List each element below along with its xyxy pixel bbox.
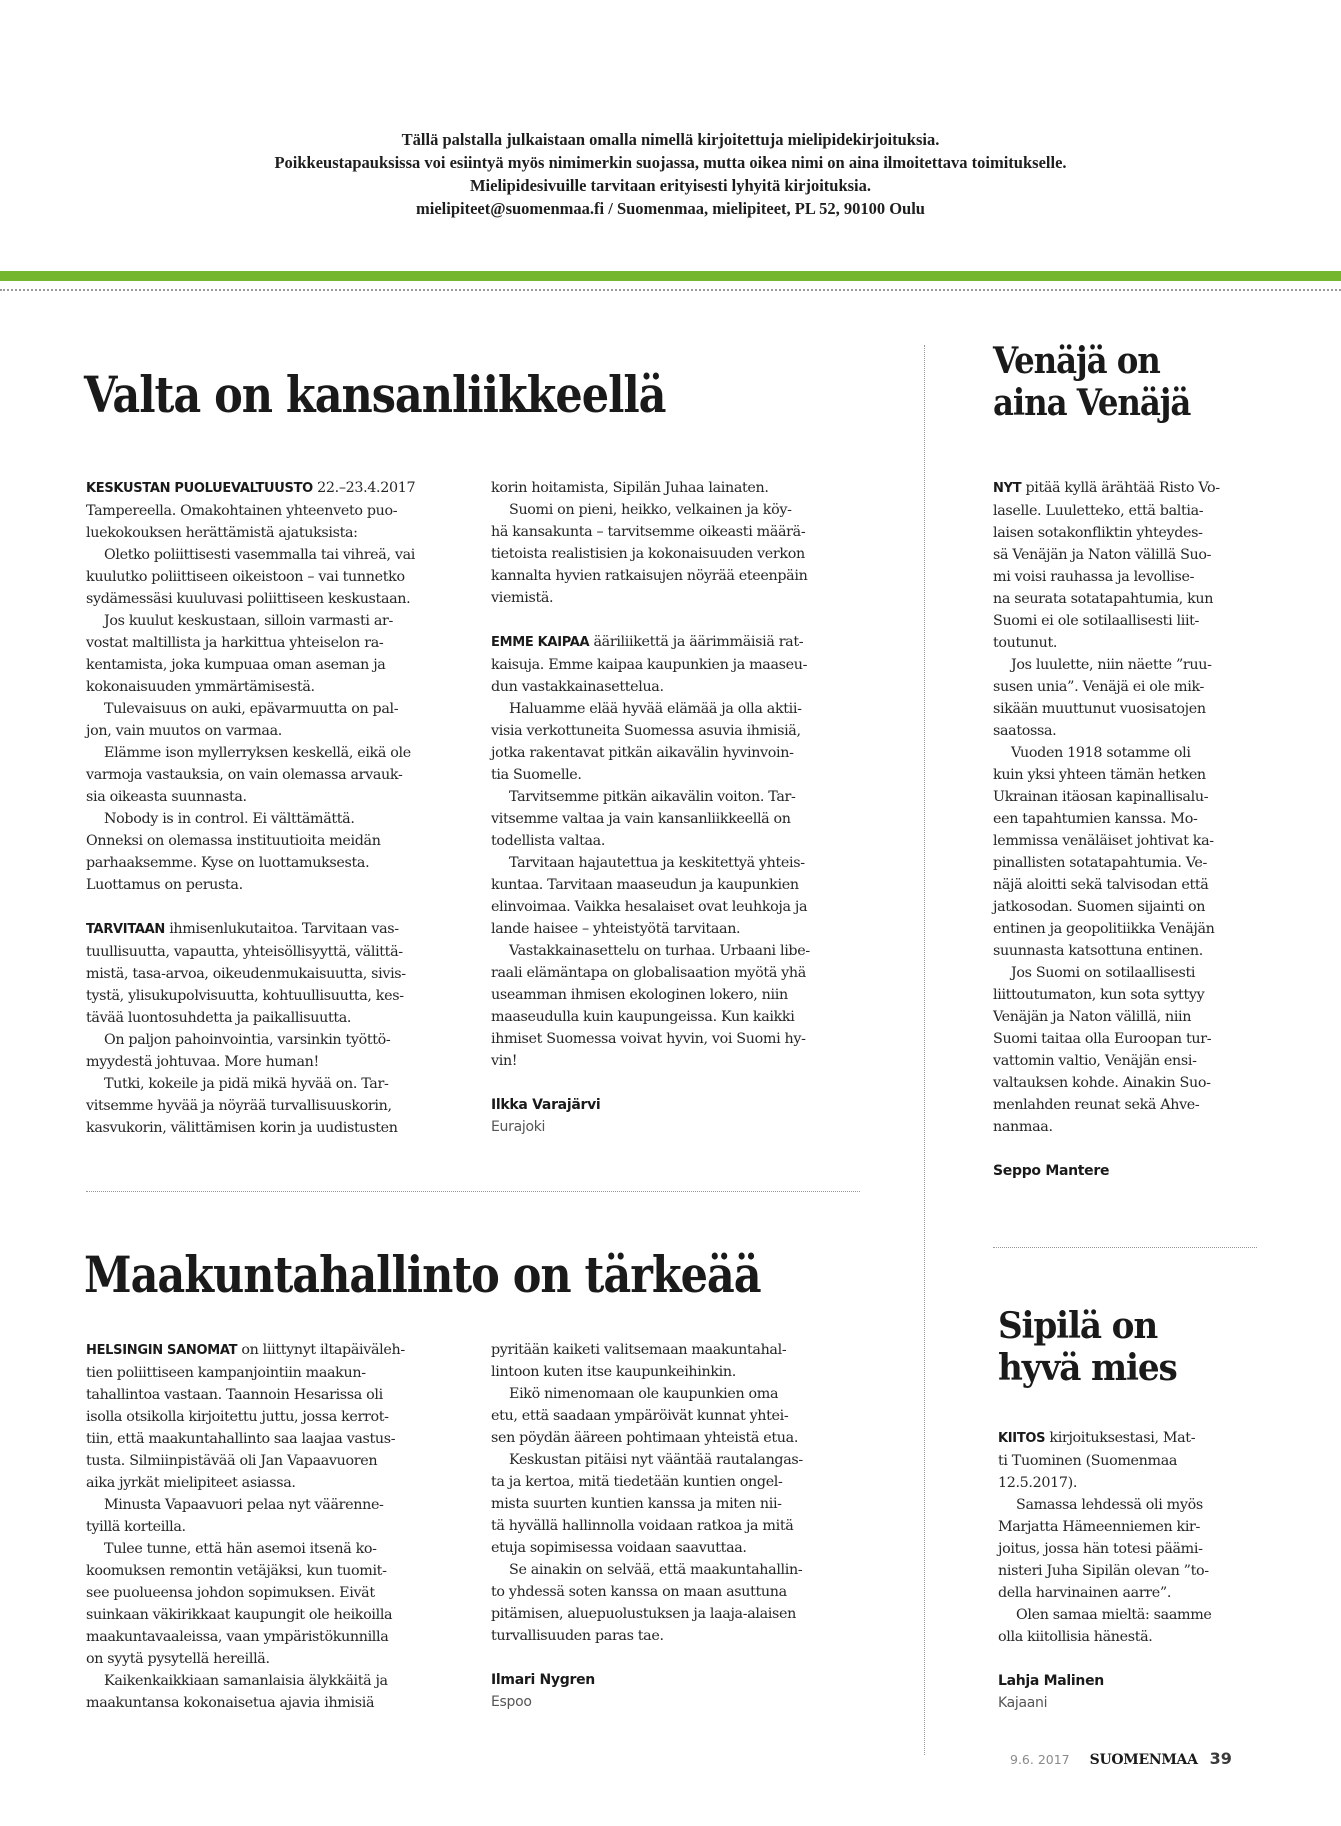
text-line: menlahden reunat sekä Ahve- [993,1097,1200,1113]
text-line: maaseudulla kuin kaupungeissa. Kun kaikki [491,1009,795,1025]
text-line: 22.–23.4.2017 [312,480,416,496]
text-line: korin hoitamista, Sipilän Juhaa lainaten. [491,480,769,496]
article-column [86,477,415,1139]
article-column [86,1339,405,1714]
text-line: etu, että saadaan ympäröivät kunnat yhtei- [491,1408,789,1424]
text-line: luekokouksen herättämistä ajatuksista: [86,525,358,541]
text-line: useamman ihmisen ekologinen lokero, niin [491,987,788,1003]
text-line: varmoja vastauksia, on vain olemassa arvauk- [86,767,403,783]
text-line: Jos luulette, niin näette ”ruu- [1011,657,1212,673]
page-number: 39 [1209,1749,1232,1768]
text-line: myydestä johtuvaa. More human! [86,1054,319,1070]
text-line: Vastakkainasettelu on turhaa. Urbaani libe- [509,943,810,959]
dotted-divider [993,1247,1257,1248]
sidebar-article-column [998,1427,1212,1714]
article-lead-caps: HELSINGIN SANOMAT [86,1343,238,1358]
text-line: lande haisee – yhteistyötä tarvitaan. [491,921,741,937]
text-line: Tarvitsemme pitkän aikavälin voiton. Tar- [509,789,796,805]
text-line: kuin yksi yhteen tämän hetken [993,767,1206,783]
text-line: to yhdessä soten kanssa on maan asuttuna [491,1584,787,1600]
article-lead-caps: EMME KAIPAA [491,635,590,650]
text-line: tiin, että maakuntahallinto saa laajaa vastus- [86,1431,396,1447]
text-line: Suomi on pieni, heikko, velkainen ja köy- [509,502,792,518]
text-line: mistä, tasa-arvoa, oikeudenmukaisuutta, sivis- [86,966,406,982]
text-line: tia Suomelle. [491,767,582,783]
text-line: 12.5.2017). [998,1475,1078,1491]
headline-line: aina Venäjä [993,382,1191,424]
text-line: jotka rakentavat pitkän aikavälin hyvinvoin- [491,745,794,761]
text-line: tietoista realistisien ja kokonaisuuden verkon [491,546,805,562]
text-line: sä Venäjän ja Naton välillä Suo- [993,547,1212,563]
text-line: tävää luontosuhdetta ja paikallisuutta. [86,1010,352,1026]
article-lead-caps: NYT [993,481,1022,496]
text-line: Minusta Vapaavuori pelaa nyt väärenne- [104,1497,384,1513]
text-line: ääriliikettä ja äärimmäisiä rat- [589,634,804,650]
text-line: lintoon kuten itse kaupunkeihinkin. [491,1364,736,1380]
text-line: Suomi taitaa olla Euroopan tur- [993,1031,1212,1047]
headline-line: hyvä mies [998,1347,1177,1389]
notice-line: Mielipidesivuille tarvitaan erityisesti lyhyitä kirjoituksia. [469,176,872,195]
article-author-location: Kajaani [998,1695,1048,1711]
text-line: tä hyvällä hallinnolla voidaan ratkoa ja mitä [491,1518,794,1534]
text-line: lemmissa venäläiset johtivat ka- [993,833,1214,849]
text-line: tystä, ylisukupolvisuutta, kohtuullisuutta, kes- [86,988,404,1004]
text-line: ihmiset Suomessa voivat hyvin, voi Suomi hy- [491,1031,806,1047]
text-line: sia oikeasta suunnasta. [86,789,247,805]
text-line: maakuntansa kokonaisetua ajavia ihmisiä [86,1695,375,1711]
text-line: dun vastakkainasettelua. [491,679,664,695]
text-line: sen pöydän ääreen pohtimaan yhteistä etua. [491,1430,799,1446]
text-line: kannalta hyvien ratkaisujen nöyrää eteenpäin [491,568,808,584]
headline-line: Sipilä on [998,1305,1158,1347]
text-line: Onneksi on olemassa instituutioita meidän [86,833,381,849]
article-author: Lahja Malinen [998,1673,1104,1689]
text-line: Venäjän ja Naton välillä, niin [993,1009,1192,1025]
text-line: Eikö nimenomaan ole kaupunkien oma [509,1386,779,1402]
article-author-location: Eurajoki [491,1119,546,1135]
text-line: Jos Suomi on sotilaallisesti [1011,965,1196,981]
text-line: viemistä. [491,590,554,606]
text-line: vattomin valtio, Venäjän ensi- [993,1053,1197,1069]
text-line: kasvukorin, välittämisen korin ja uudistusten [86,1120,398,1136]
text-line: tusta. Silmiinpistävää oli Jan Vapaavuoren [86,1453,378,1469]
text-line: della harvinainen aarre”. [998,1585,1172,1601]
text-line: kuulutko poliittiseen oikeistoon – vai tunnetko [86,569,405,585]
text-line: hä kansakunta – tarvitsemme oikeasti määrä- [491,524,806,540]
text-line: koomuksen remontin vetäjäksi, kun tuomit- [86,1563,387,1579]
text-line: mi voisi rauhassa ja levollise- [993,569,1195,585]
headline-line: Venäjä on [993,340,1160,382]
text-line: ihmisenlukutaitoa. Tarvitaan vas- [165,921,399,937]
text-line: Vuoden 1918 sotamme oli [1011,745,1191,761]
notice-contact-line: mielipiteet@suomenmaa.fi / Suomenmaa, mielipiteet, PL 52, 90100 Oulu [416,199,925,218]
text-line: toutunut. [993,635,1058,651]
text-line: vitsemme valtaa ja vain kansanliikkeellä on [491,811,791,827]
article-column [491,1339,803,1713]
text-line: kokonaisuuden ymmärtämisestä. [86,679,315,695]
text-line: Luottamus on perusta. [86,877,243,893]
text-line: tuullisuutta, vapautta, yhteisöllisyyttä, välittä- [86,944,403,960]
column-notice [0,128,1341,220]
text-line: pitämisen, aluepuolustuksen ja laaja-alaisen [491,1606,796,1622]
text-line: Samassa lehdessä oli myös [1016,1497,1203,1513]
text-line: olla kiitollisia hänestä. [998,1629,1153,1645]
text-line: Oletko poliittisesti vasemmalla tai vihreä, vai [104,547,415,563]
article-author: Seppo Mantere [993,1163,1110,1179]
text-line: Tutki, kokeile ja pidä mikä hyvää on. Tar- [104,1076,389,1092]
accent-bar [0,271,1341,281]
text-line: Jos kuulut keskustaan, silloin varmasti ar- [104,613,393,629]
column-divider [924,345,925,1755]
notice-line: Poikkeustapauksissa voi esiintyä myös nimimerkin suojassa, mutta oikea nimi on aina ilmoitettava toimitukselle. [274,153,1067,172]
text-line: todellista valtaa. [491,833,606,849]
text-line: isolla otsikolla kirjoitettu juttu, jossa kerrot- [86,1409,389,1425]
text-line: sydämessäsi kuuluvasi poliittiseen keskustaan. [86,591,411,607]
article-lead-caps: KIITOS [998,1431,1046,1446]
text-line: liittoutumaton, kun sota syttyy [993,987,1205,1003]
dotted-divider [0,289,1341,291]
sidebar-article-headline [993,340,1190,424]
text-line: tien poliittiseen kampanjointiin maakun- [86,1365,366,1381]
text-line: tahallintoa vastaan. Taannoin Hesarissa oli [86,1387,383,1403]
notice-line: Tällä palstalla julkaistaan omalla nimellä kirjoitettuja mielipidekirjoituksia. [401,130,940,149]
text-line: susen unia”. Venäjä ei ole mik- [993,679,1204,695]
text-line: valtauksen kohde. Ainakin Suo- [993,1075,1211,1091]
text-line: Haluamme elää hyvää elämää ja olla aktii- [509,701,802,717]
text-line: Olen samaa mieltä: saamme [1016,1607,1212,1623]
text-line: vostat maltillista ja harkittua yhteiselon ra- [86,635,384,651]
text-line: kirjoituksestasi, Mat- [1045,1430,1196,1446]
text-line: suunnasta katsottuna entinen. [993,943,1203,959]
text-line: kentamista, joka kumpuaa oman aseman ja [86,657,386,673]
text-line: näjä aloitti sekä talvisodan että [993,877,1209,893]
article-headline: Maakuntahallinto on tärkeää [84,1245,761,1304]
text-line: Tulevaisuus on auki, epävarmuutta on pal- [104,701,399,717]
text-line: Ukrainan itäosan kapinallisalu- [993,789,1209,805]
text-line: maakuntavaaleissa, vaan ympäristökunnilla [86,1629,389,1645]
text-line: suinkaan väkirikkaat kaupungit ole heikoilla [86,1607,393,1623]
article-author: Ilmari Nygren [491,1672,595,1688]
text-line: Keskustan pitäisi nyt vääntää rautalangas- [509,1452,803,1468]
text-line: pitää kyllä ärähtää Risto Vo- [1021,480,1220,496]
text-line: vin! [491,1053,518,1069]
text-line: ti Tuominen (Suomenmaa [998,1453,1178,1469]
text-line: kaisuja. Emme kaipaa kaupunkien ja maaseu- [491,657,808,673]
article-author-location: Espoo [491,1694,532,1710]
sidebar-article-headline [998,1305,1177,1389]
text-line: sikään muuttunut vuosisatojen [993,701,1206,717]
text-line: On paljon pahoinvointia, varsinkin työttö- [104,1032,391,1048]
text-line: pyritään kaiketi valitsemaan maakuntahal- [491,1342,787,1358]
article-lead-caps: TARVITAAN [86,922,165,937]
text-line: kuntaa. Tarvitaan maaseudun ja kaupunkien [491,877,799,893]
text-line: entinen ja geopolitiikka Venäjän [993,921,1215,937]
text-line: tyillä korteilla. [86,1519,186,1535]
text-line: mista suurten kuntien kanssa ja miten nii- [491,1496,782,1512]
text-line: nisteri Juha Sipilän olevan ”to- [998,1563,1209,1579]
text-line: saatossa. [993,723,1057,739]
text-line: see puolueensa johdon sopimuksen. Eivät [86,1585,375,1601]
text-line: een tapahtumien kanssa. Mo- [993,811,1198,827]
text-line: turvallisuuden paras tae. [491,1628,664,1644]
text-line: parhaaksemme. Kyse on luottamuksesta. [86,855,370,871]
text-line: aika jyrkät mielipiteet asiassa. [86,1475,296,1491]
page-footer [1010,1749,1232,1771]
text-line: na seurata sotatapahtumia, kun [993,591,1214,607]
issue-date: 9.6. 2017 [1010,1752,1070,1767]
text-line: Se ainakin on selvää, että maakuntahallin- [509,1562,803,1578]
text-line: vitsemme hyvää ja nöyrää turvallisuuskorin, [86,1098,392,1114]
text-line: on syytä pysytellä hereillä. [86,1651,270,1667]
text-line: Marjatta Hämeenniemen kir- [998,1519,1201,1535]
text-line: ta ja kertoa, mitä tiedetään kuntien ongel- [491,1474,783,1490]
text-line: Kaikenkaikkiaan samanlaisia älykkäitä ja [104,1673,388,1689]
article-lead-caps: KESKUSTAN PUOLUEVALTUUSTO [86,481,313,496]
publication-name: SUOMENMAA [1089,1752,1198,1768]
text-line: Tampereella. Omakohtainen yhteenveto puo- [86,503,398,519]
text-line: visia verkottuneita Suomessa asuvia ihmisiä, [491,723,801,739]
text-line: raali elämäntapa on globalisaation myötä yhä [491,965,806,981]
text-line: etuja sopimisessa voidaan saavuttaa. [491,1540,747,1556]
text-line: Elämme ison myllerryksen keskellä, eikä ole [104,745,411,761]
article-column [491,477,810,1138]
text-line: Tulee tunne, että hän asemoi itsenä ko- [104,1541,377,1557]
text-line: laisen sotakonfliktin yhteydes- [993,525,1203,541]
text-line: nanmaa. [993,1119,1053,1135]
text-line: Tarvitaan hajautettua ja keskitettyä yhteis- [509,855,805,871]
text-line: Suomi ei ole sotilaallisesti liit- [993,613,1200,629]
dotted-divider [86,1191,860,1192]
sidebar-article-column [993,477,1220,1182]
text-line: joitus, jossa hän totesi päämi- [998,1541,1203,1557]
text-line: jatkosodan. Suomen sijainti on [993,899,1206,915]
text-line: on liittynyt iltapäiväleh- [237,1342,405,1358]
article-headline: Valta on kansanliikkeellä [84,365,666,424]
text-line: Nobody is in control. Ei välttämättä. [104,811,355,827]
text-line: laselle. Luuletteko, että baltia- [993,503,1204,519]
text-line: pinallisten sotatapahtumia. Ve- [993,855,1207,871]
article-author: Ilkka Varajärvi [491,1097,601,1113]
text-line: jon, vain muutos on varmaa. [86,723,282,739]
text-line: elinvoimaa. Vaikka hesalaiset ovat leuhkoja ja [491,899,808,915]
